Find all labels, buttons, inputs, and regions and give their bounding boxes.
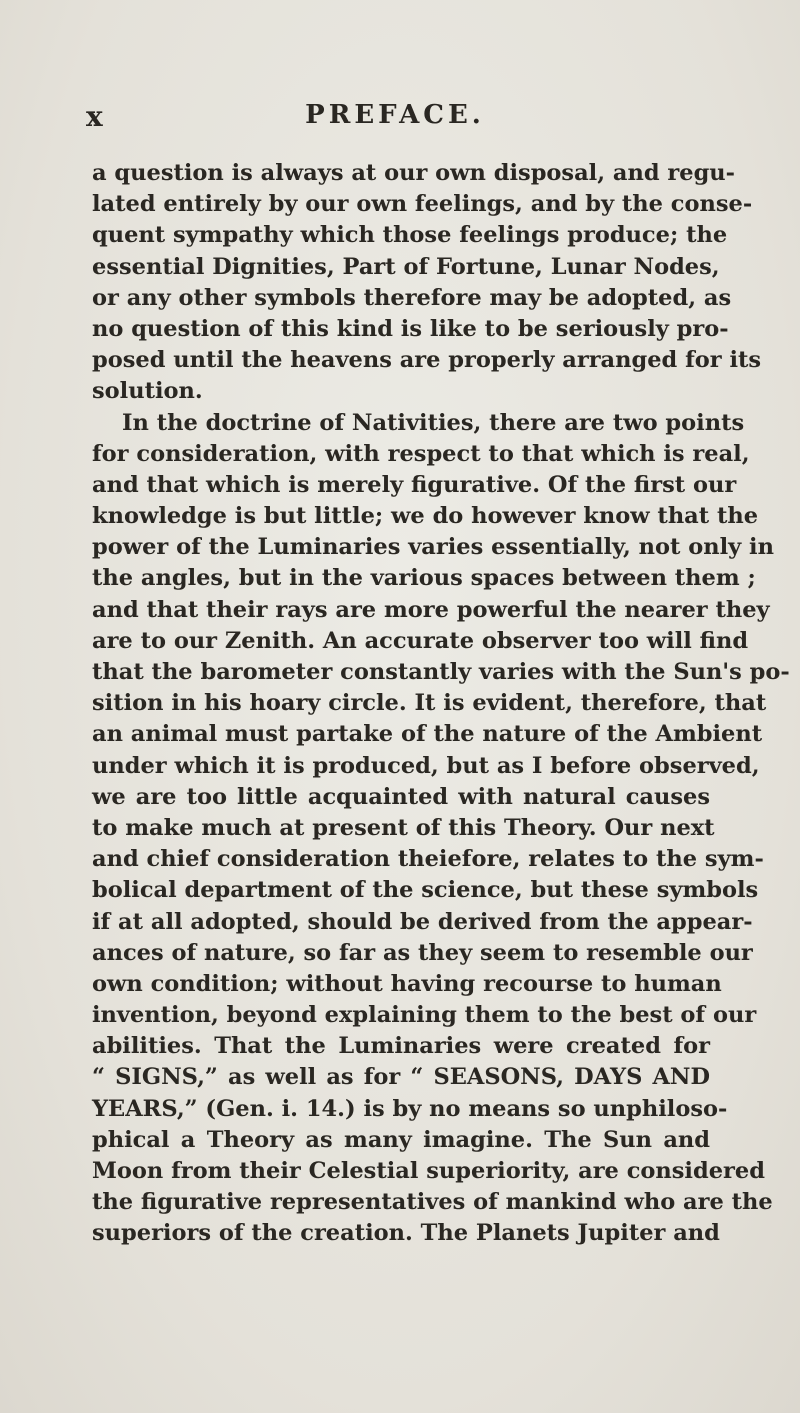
text-line: ances of nature, so far as they seem to resemble our <box>92 939 753 966</box>
text-line: invention, beyond explaining them to the best of our <box>92 1002 757 1029</box>
text-line: and that their rays are more powerful the nearer they <box>92 596 770 623</box>
text-line: or any other symbols therefore may be adopted, as <box>92 284 732 311</box>
text-line: power of the Luminaries varies essentially, not only in <box>92 534 774 561</box>
text-line: sition in his hoary circle. It is evident, therefore, that <box>92 690 767 717</box>
text-line: an animal must partake of the nature of the Ambient <box>92 721 763 748</box>
paragraph-start-line: In the doctrine of Nativities, there are two points <box>122 409 745 436</box>
text-line: to make much at present of this Theory. Our next <box>92 814 715 841</box>
text-line: and chief consideration theiefore, relates to the sym- <box>92 846 764 873</box>
text-line: quent sympathy which those feelings produce; the <box>92 222 728 249</box>
text-line: under which it is produced, but as I before observed, <box>92 752 760 779</box>
text-line: YEARS,” (Gen. i. 14.) is by no means so unphiloso- <box>92 1095 728 1122</box>
page-number: x <box>86 100 103 133</box>
text-line: bolical department of the science, but these symbols <box>92 877 759 904</box>
text-line: “ SIGNS,” as well as for “ SEASONS, DAYS AND <box>92 1064 710 1091</box>
text-line: own condition; without having recourse to human <box>92 970 722 997</box>
text-line: posed until the heavens are properly arranged for its <box>92 347 762 374</box>
text-line: lated entirely by our own feelings, and by the conse- <box>92 191 753 218</box>
text-line: and that which is merely figurative. Of the first our <box>92 471 737 498</box>
text-line: the figurative representatives of mankind who are the <box>92 1189 773 1216</box>
text-line: essential Dignities, Part of Fortune, Lunar Nodes, <box>92 253 720 280</box>
text-line: for consideration, with respect to that which is real, <box>92 440 750 467</box>
text-line: superiors of the creation. The Planets Jupiter and <box>92 1220 720 1247</box>
body-text <box>92 158 790 1250</box>
text-line: a question is always at our own disposal, and regu- <box>92 160 735 186</box>
page-header <box>86 100 704 140</box>
text-line: abilities. That the Luminaries were created for <box>92 1033 710 1060</box>
text-line: knowledge is but little; we do however know that the <box>92 503 759 530</box>
text-line: no question of this kind is like to be seriously pro- <box>92 315 729 342</box>
text-line: if at all adopted, should be derived from the appear- <box>92 908 753 935</box>
text-line: that the barometer constantly varies with the Sun's po- <box>92 659 790 685</box>
text-line: the angles, but in the various spaces between them ; <box>92 565 756 592</box>
text-line: phical a Theory as many imagine. The Sun and <box>92 1126 710 1153</box>
text-line: Moon from their Celestial superiority, are considered <box>92 1158 765 1184</box>
text-line: we are too little acquainted with natural causes <box>92 783 710 810</box>
text-line: solution. <box>92 378 203 405</box>
text-line: are to our Zenith. An accurate observer too will find <box>92 627 749 654</box>
running-title: PREFACE. <box>305 100 485 130</box>
